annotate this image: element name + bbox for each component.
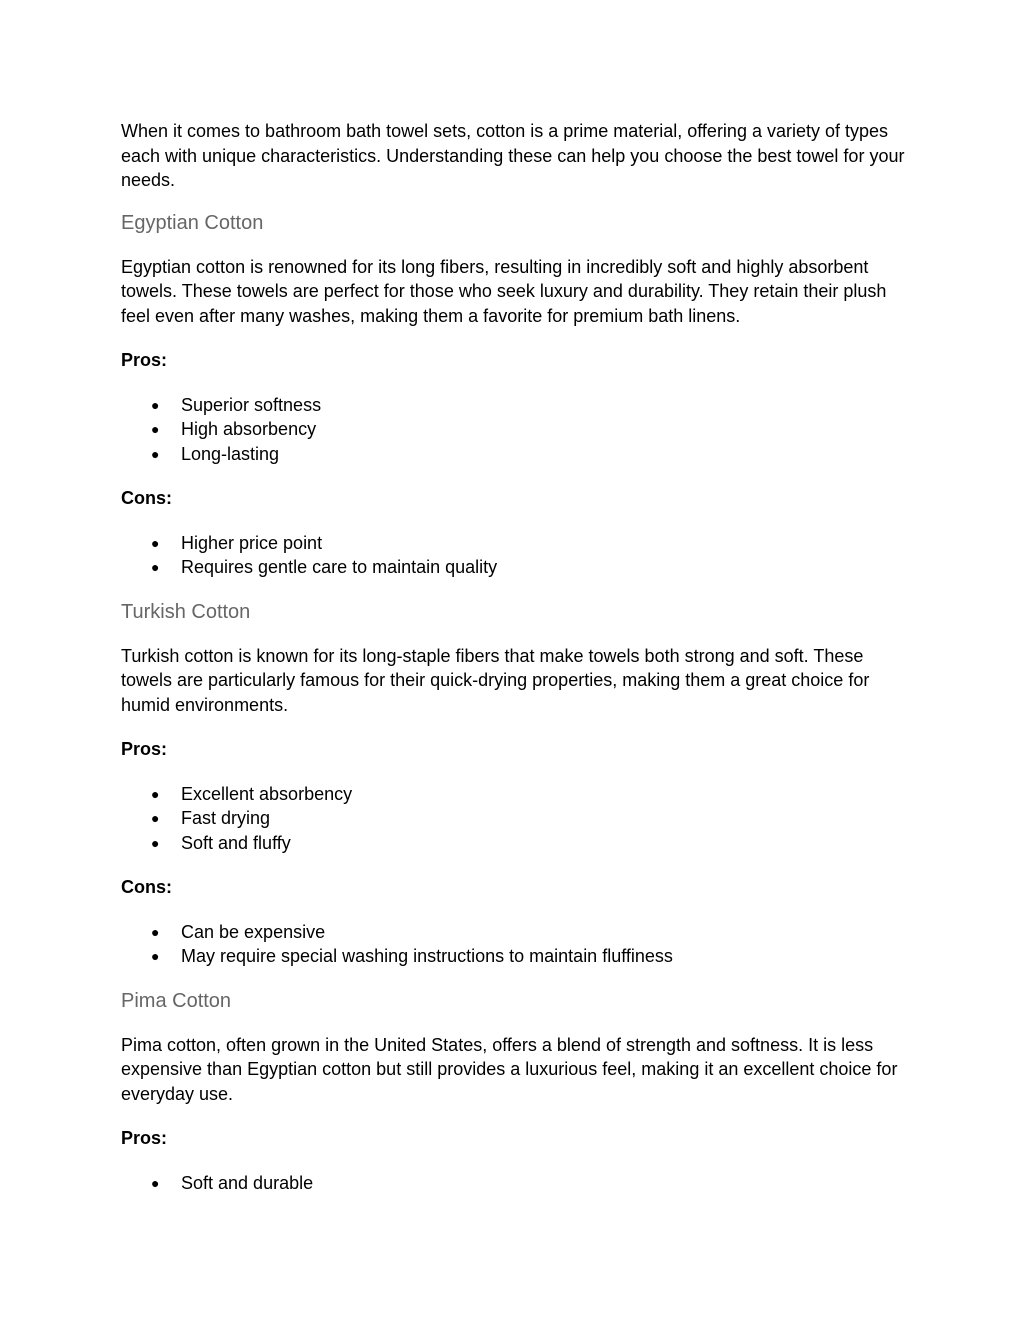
pros-label: Pros: [121,739,168,759]
section-pima-cotton [121,989,911,1196]
section-heading: Turkish Cotton [121,600,251,623]
section-description: Egyptian cotton is renowned for its long fibers, resulting in incredibly soft and highly absorbent towels. These towels are perfect for those who seek luxury and durability. They retain their plush feel even after many washes, making them a favorite for premium bath linens. [121,256,887,326]
cons-list [121,531,911,580]
list-item: ● Fast drying [121,806,911,831]
bullet-icon: ● [151,534,160,551]
section-description: Turkish cotton is known for its long-staple fibers that make towels both strong and soft. These towels are particularly famous for their quick-drying properties, making them a great choice for humid environments. [121,645,870,715]
pros-list [121,393,911,467]
bullet-icon: ● [151,421,160,437]
list-item: ● High absorbency [121,417,911,442]
bullet-icon: ● [151,834,160,851]
bullet-icon: ● [151,445,160,462]
list-item: ● Soft and durable [121,1171,911,1196]
section-heading: Pima Cotton [121,989,232,1012]
bullet-icon: ● [151,396,160,413]
pros-label: Pros: [121,350,168,370]
bullet-icon: ● [151,810,160,826]
cons-label: Cons: [121,877,172,897]
cons-label: Cons: [121,488,172,508]
document-page [121,119,911,1215]
bullet-icon: ● [151,923,160,940]
cons-list [121,920,911,969]
section-egyptian-cotton [121,211,911,580]
section-turkish-cotton [121,600,911,969]
section-description: Pima cotton, often grown in the United States, offers a blend of strength and softness. It is less expensive than Egyptian cotton but still provides a luxurious feel, making it an excellent choice for everyday use. [121,1034,898,1104]
list-item: ● Can be expensive [121,920,911,945]
bullet-icon: ● [151,1174,160,1191]
list-item: ● Long-lasting [121,442,911,467]
list-item: ● Excellent absorbency [121,782,911,807]
pros-list [121,1171,911,1196]
list-item: ● Superior softness [121,393,911,418]
intro-paragraph: When it comes to bathroom bath towel sets, cotton is a prime material, offering a variety of types each with unique characteristics. Understanding these can help you choose the best towel for your needs. [121,121,905,190]
bullet-icon: ● [151,559,160,575]
pros-list [121,782,911,856]
bullet-icon: ● [151,948,160,964]
list-item: ● May require special washing instructions to maintain fluffiness [121,944,911,969]
list-item: ● Requires gentle care to maintain quality [121,555,911,580]
list-item: ● Higher price point [121,531,911,556]
pros-label: Pros: [121,1128,168,1148]
list-item: ● Soft and fluffy [121,831,911,856]
bullet-icon: ● [151,785,160,802]
section-heading: Egyptian Cotton [121,211,264,234]
